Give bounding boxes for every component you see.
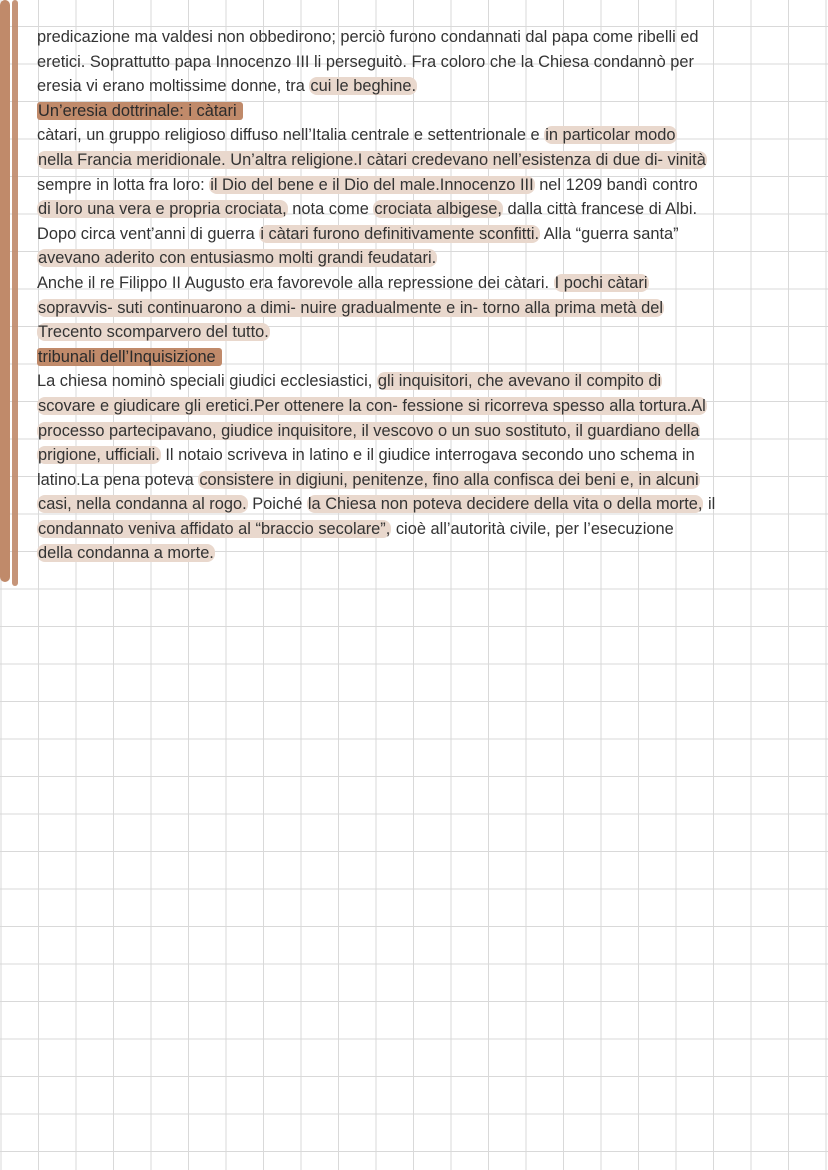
section-heading: Un’eresia dottrinale: i càtari [37,102,243,120]
highlighted-text: il Dio del bene e il Dio del male.Innocenzo III [210,175,534,194]
text-segment: Poiché [247,495,307,514]
text-line [37,492,817,517]
highlighted-text: di loro una vera e propria crociata, [38,200,287,219]
highlighted-text: prigione, ufficiali. [38,446,160,465]
highlighted-text: condannato veniva affidato al “braccio secolare”, [38,519,391,538]
text-segment: sempre in lotta fra loro: [37,175,210,194]
text-line [37,345,817,370]
text-line [37,394,817,419]
text-line [37,123,817,148]
text-segment: nel 1209 bandì contro [534,175,698,194]
text-line [37,541,817,566]
text-line [37,25,817,50]
highlighted-text: Trecento scomparvero del tutto. [38,323,269,342]
highlighted-text: nella Francia meridionale. Un’altra religione.I càtari credevano nell’esistenza di due di- vinità [38,150,706,169]
highlighted-text: scovare e giudicare gli eretici.Per ottenere la con- fessione si ricorreva spesso alla tortura.Al [38,396,706,415]
text-segment: Il notaio scriveva in latino e il giudice interrogava secondo uno schema in [160,446,695,465]
text-line [37,296,817,321]
text-segment: Alla “guerra santa” [540,224,679,243]
text-line [37,197,817,222]
highlighted-text: in particolar modo [545,126,676,145]
text-segment: cioè all’autorità civile, per l’esecuzione [391,519,674,538]
margin-highlight-bar-inner [12,0,18,586]
highlighted-text: i càtari furono definitivamente sconfitti. [260,224,540,243]
highlighted-text: casi, nella condanna al rogo. [38,495,247,514]
text-line [37,419,817,444]
text-line [37,74,817,99]
highlighted-text: la Chiesa non poteva decidere della vita o della morte, [307,495,703,514]
text-line [37,50,817,75]
text-segment: nota come [287,200,374,219]
highlighted-text: processo partecipavano, giudice inquisitore, il vescovo o un suo sostituto, il guardiano della [38,421,700,440]
text-line [37,271,817,296]
text-segment: La chiesa nominò speciali giudici ecclesiastici, [37,372,377,391]
highlighted-text: cui le beghine. [310,77,417,96]
text-segment: càtari, un gruppo religioso diffuso nell’Italia centrale e settentrionale e [37,126,545,145]
text-segment: dalla città francese di Albi. [502,200,698,219]
section-heading: tribunali dell’Inquisizione [37,348,222,366]
text-line [37,369,817,394]
highlighted-text: della condanna a morte. [38,544,214,563]
text-segment: il [703,495,716,514]
text-line [37,99,817,124]
text-segment: Dopo circa vent’anni di guerra [37,224,260,243]
text-segment: predicazione ma valdesi non obbedirono; perciò furono condannati dal papa come ribelli ed [37,28,699,46]
text-line [37,222,817,247]
highlighted-text: sopravvis- suti continuarono a dimi- nuire gradualmente e in- torno alla prima metà del [38,298,663,317]
text-line [37,173,817,198]
highlighted-text: avevano aderito con entusiasmo molti grandi feudatari. [38,249,437,268]
text-line [37,320,817,345]
highlighted-text: consistere in digiuni, penitenze, fino alla confisca dei beni e, in alcuni [199,470,699,489]
text-line [37,246,817,271]
margin-highlight-bar [0,0,10,582]
highlighted-text: gli inquisitori, che avevano il compito di [377,372,662,391]
text-segment: Anche il re Filippo II Augusto era favorevole alla repressione dei càtari. [37,273,554,292]
highlighted-text: crociata albigese, [374,200,502,219]
text-segment: eresia vi erano moltissime donne, tra [37,77,310,96]
highlighted-text: I pochi càtari [554,273,648,292]
text-line [37,517,817,542]
text-segment: eretici. Soprattutto papa Innocenzo III li perseguitò. Fra coloro che la Chiesa condannò per [37,52,694,71]
text-line [37,468,817,493]
text-segment: latino.La pena poteva [37,470,199,489]
text-line [37,443,817,468]
text-line [37,148,817,173]
note-text-body [37,25,817,566]
